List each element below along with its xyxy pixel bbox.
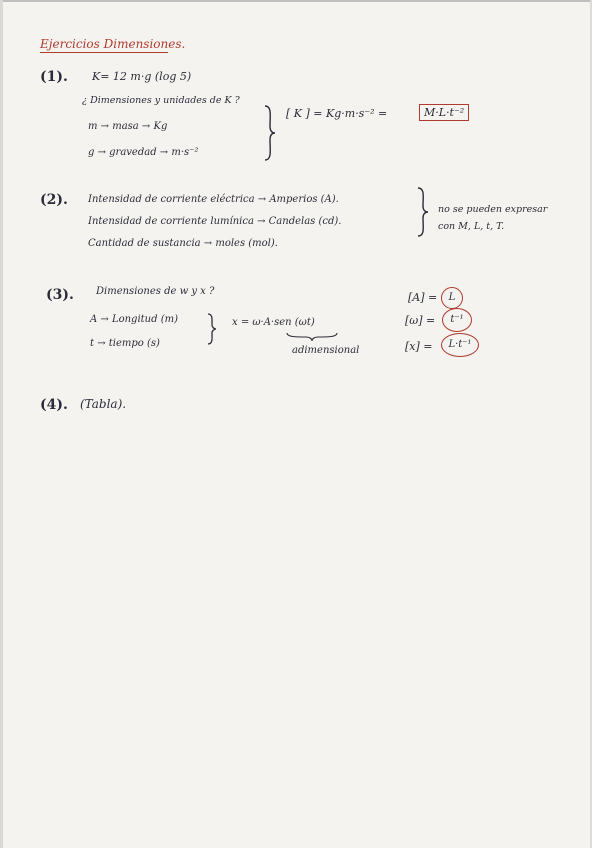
ex3-result-omega-circled: t⁻¹	[442, 308, 472, 332]
ex3-underbrace-icon	[286, 332, 338, 342]
ex3-result-x: [x] =	[405, 340, 433, 353]
ex3-dimensionless-label: adimensional	[292, 345, 360, 356]
page-top-edge	[0, 0, 592, 2]
ex2-note-line2: con M, L, t, T.	[438, 221, 505, 232]
ex3-result-x-circled: L·t⁻¹	[441, 333, 479, 357]
ex3-t-line: t → tiempo (s)	[90, 338, 160, 349]
ex2-line-electric: Intensidad de corriente eléctrica → Amperios (A).	[88, 194, 339, 205]
ex3-result-a: [A] =	[408, 291, 438, 304]
ex1-result: [ K ] = Kg·m·s⁻² =	[286, 107, 388, 120]
ex1-gravity: g → gravedad → m·s⁻²	[88, 147, 199, 158]
title-underline	[40, 52, 168, 53]
ex2-line-substance: Cantidad de sustancia → moles (mol).	[88, 238, 278, 249]
ex3-result-omega: [ω] =	[405, 314, 436, 327]
page-title: Ejercicios Dimensiones.	[40, 37, 186, 51]
ex2-line-luminous: Intensidad de corriente lumínica → Candelas (cd).	[88, 216, 342, 227]
ex3-brace-icon	[206, 312, 218, 346]
ex3-a-line: A → Longitud (m)	[90, 314, 178, 325]
ex1-result-box: M·L·t⁻²	[419, 104, 469, 121]
ex3-result-a-circled: L	[441, 287, 463, 309]
ex1-brace-icon	[262, 104, 278, 162]
ex1-question: ¿ Dimensiones y unidades de K ?	[82, 95, 240, 106]
ex1-mass: m → masa → Kg	[88, 121, 168, 132]
ex4-number: (4).	[40, 397, 68, 413]
ex3-number: (3).	[46, 287, 74, 303]
ex3-question: Dimensiones de w y x ?	[96, 286, 215, 297]
ex3-equation: x = ω·A·sen (ωt)	[232, 317, 315, 328]
page-left-edge	[0, 0, 3, 848]
ex2-number: (2).	[40, 192, 68, 208]
ex2-note-line1: no se pueden expresar	[438, 204, 548, 215]
ex4-text: (Tabla).	[80, 397, 127, 411]
ex1-formula: K= 12 m·g (log 5)	[92, 70, 192, 83]
ex1-number: (1).	[40, 69, 68, 85]
ex2-brace-icon	[416, 186, 430, 238]
